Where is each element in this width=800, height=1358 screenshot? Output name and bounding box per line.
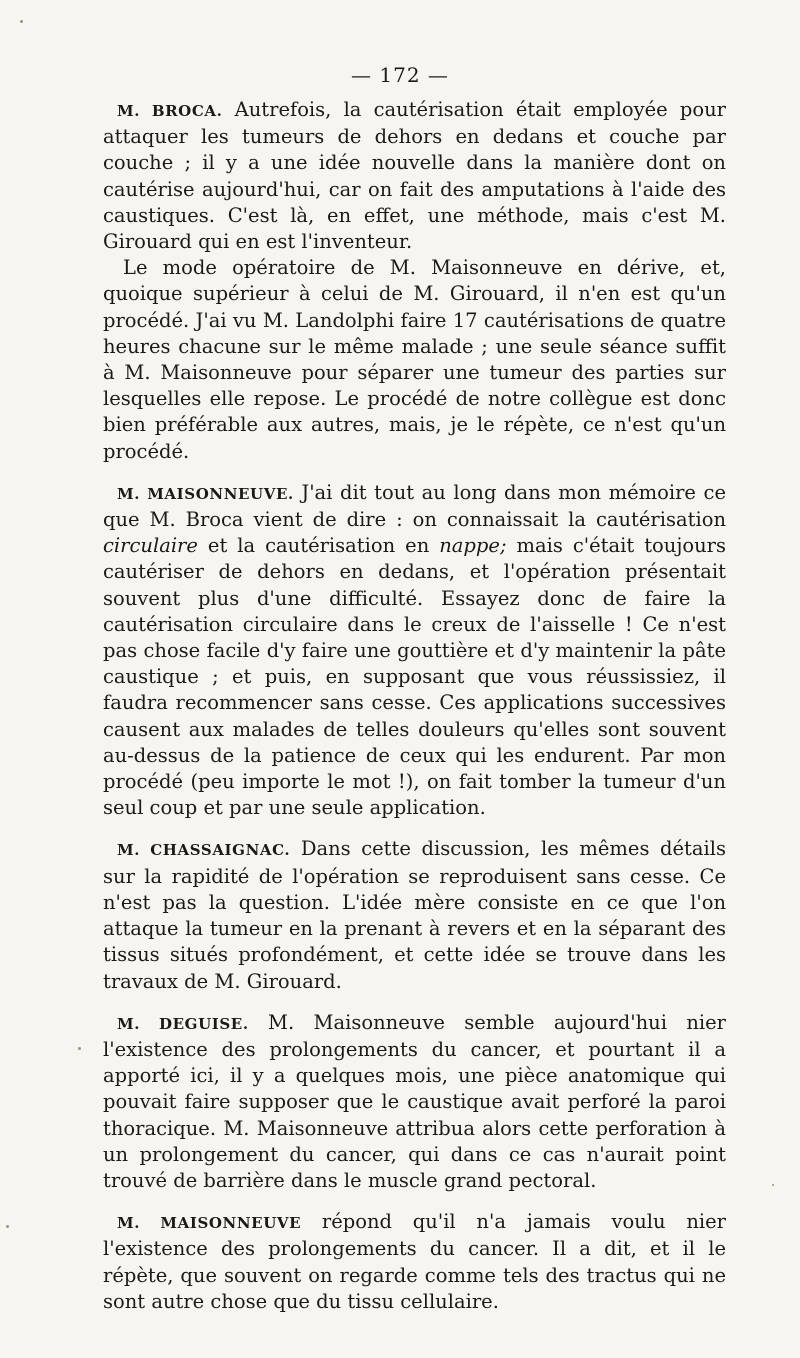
paragraph-text: J'ai dit tout au long dans mon mémoire ce que M. Broca vient de dire : on connaissait la cautérisation <box>103 480 726 532</box>
paragraph-text: répond qu'il n'a jamais voulu nier l'existence des prolongements du cancer. Il a dit, et il le répète, que souvent on regarde comme tels des tractus qui ne sont autre chose que du tissu cellulaire. <box>103 1210 726 1313</box>
paragraph-text: mais c'était toujours cautériser de dehors en dedans, et l'opération présentait souvent plus d'une difficulté. Essayez donc de faire la cautérisation circulaire dans le creux de l'aisselle ! Ce n'est pas chose facile d'y faire une gouttière et d'y maintenir la pâte caustique ; et puis, en supposant que vous réussissiez, il faudra recommencer sans cesse. Ces applications successives causent aux malades de telles douleurs qu'elles sont souvent au-dessus de la patience de ceux qui les endurent. Par mon procédé (peu importe le mot !), on fait tomber la tumeur d'un seul coup et par une seule application. <box>103 534 727 820</box>
speaker-name: M. DEGUISE. <box>117 1014 249 1033</box>
scan-speck <box>20 20 23 23</box>
paragraph-text: Autrefois, la cautérisation était employée pour attaquer les tumeurs de dehors en dedans et couche par couche ; il y a une idée nouvelle dans la manière dont on cautérise aujourd'hui, car on fait des amputations à l'aide des caustiques. C'est là, en effet, une méthode, mais c'est M. Girouard qui en est l'inventeur. <box>103 98 726 254</box>
paragraph-text: M. Maisonneuve semble aujourd'hui nier l'existence des prolongements du cancer, et pourtant il a apporté ici, il y a quelques mois, une pièce anatomique qui pouvait faire supposer que le caustique avait perforé la paroi thoracique. M. Maisonneuve attribua alors cette perforation à un prolongement du cancer, qui dans ce cas n'aurait point trouvé de barrière dans le muscle grand pectoral. <box>103 1010 726 1192</box>
speaker-name: M. BROCA. <box>117 102 223 120</box>
emphasis-text: nappe; <box>439 534 507 558</box>
paragraph-maisonneuve <box>103 480 726 822</box>
paragraph-continuation <box>103 255 726 465</box>
scan-speck <box>78 1047 81 1050</box>
paragraph-text: Dans cette discussion, les mêmes détails sur la rapidité de l'opération se reproduisent sans cesse. Ce n'est pas la question. L'idée mère consiste en ce que l'on attaque la tumeur en la prenant à revers et en la séparant des tissus situés profondément, et cette idée se trouve dans les travaux de M. Girouard. <box>103 837 726 993</box>
paragraph-maisonneuve-reply <box>103 1209 726 1315</box>
paragraph-text: et la cautérisation en <box>197 534 440 558</box>
paragraph-chassaignac <box>103 836 726 994</box>
paragraph-broca <box>103 97 726 255</box>
scan-speck <box>772 1184 774 1186</box>
speaker-name: M. CHASSAIGNAC. <box>117 841 291 860</box>
scan-speck <box>6 1225 9 1228</box>
paragraph-text: Le mode opératoire de M. Maisonneuve en dérive, et, quoique supérieur à celui de M. Girouard, il n'en est qu'un procédé. J'ai vu M. Landolphi faire 17 cautérisations de quatre heures chacune sur le même malade ; une seule séance suffit à M. Maisonneuve pour séparer une tumeur des parties sur lesquelles elle repose. Le procédé de notre collègue est donc bien préférable aux autres, mais, je le répète, ce n'est qu'un procédé. <box>103 256 726 463</box>
page-number: — 172 — <box>351 63 449 87</box>
speaker-name: M. MAISONNEUVE. <box>117 484 294 503</box>
text-body <box>103 97 726 1315</box>
speaker-name: M. MAISONNEUVE <box>117 1214 302 1233</box>
paragraph-deguise <box>103 1010 726 1194</box>
emphasis-text: circulaire <box>103 534 198 558</box>
